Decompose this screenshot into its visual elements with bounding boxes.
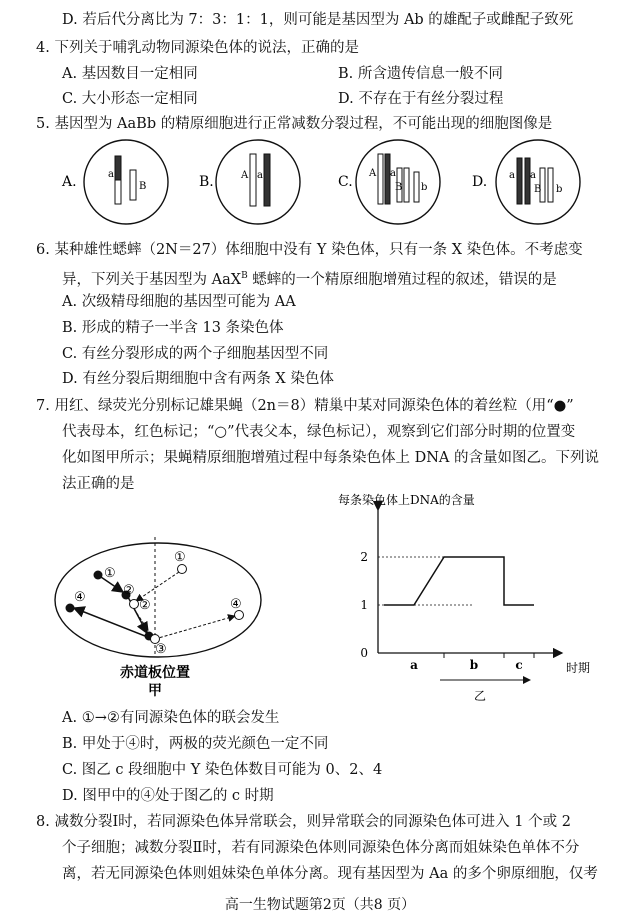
q5-cell-b	[216, 140, 300, 224]
q7-option-d: D. 图甲中的④处于图乙的 c 时期	[62, 788, 274, 804]
q5-gene-letter: A	[369, 168, 377, 179]
q5-label-c: C.	[338, 174, 353, 190]
chart-series-line	[384, 557, 534, 605]
q5-gene-letter: b	[421, 182, 428, 193]
q7-stem-line3: 化如图甲所示；果蝇精原细胞增殖过程中每条染色体上 DNA 的含量如图乙。下列说	[62, 450, 599, 466]
q7-option-a: A. ①→②有同源染色体的联会发生	[62, 710, 280, 726]
q5-gene-letter: a	[530, 170, 536, 181]
chart-title: 每条染色体上DNA的含量	[338, 493, 475, 507]
q5-chromosome	[378, 154, 383, 204]
chart-x-segment-label: a	[410, 658, 418, 672]
q5-gene-letter: B	[139, 181, 147, 192]
q6-option-d: D. 有丝分裂后期细胞中含有两条 X 染色体	[62, 371, 334, 387]
q6-stem-line2	[62, 266, 557, 290]
chart-y-tick-label: 2	[360, 550, 368, 564]
chart-name: 乙	[473, 689, 487, 703]
q7-stem-line4: 法正确的是	[62, 476, 135, 492]
q7-marker: ④	[230, 597, 242, 612]
q5-chromosome	[250, 154, 256, 206]
q7-maternal-dot	[94, 571, 103, 580]
q5-gene-letter: a	[509, 170, 515, 181]
q5-label-a: A.	[62, 174, 77, 190]
q7-stem-line1: 7. 用红、绿荧光分别标记雄果蝇（2n＝8）精巢中某对同源染色体的着丝粒（用“●”	[36, 398, 574, 414]
q6-stem-line2-rest: 蟋蟀的一个精原细胞增殖过程的叙述，错误的是	[247, 271, 557, 288]
q8-line3: 离，若无同源染色体则姐妹染色单体分离。现有基因型为 Aa 的多个卵原细胞，仅考	[62, 866, 598, 882]
chart-y-tick-label: 1	[360, 598, 368, 612]
q5-label-d: D.	[472, 174, 488, 190]
q7-figure-yi-chart	[330, 490, 590, 705]
q8-line1: 8. 减数分裂Ⅰ时，若同源染色体异常联会，则异常联会的同源染色体可进入 1 个或 2	[36, 814, 571, 830]
q5-cell-figures	[0, 134, 640, 234]
q7-paternal-dot	[130, 600, 139, 609]
q7-marker: ③	[155, 642, 167, 657]
q7-marker: ①	[104, 566, 116, 581]
q6-stem-line1: 6. 某种雄性蟋蟀（2N＝27）体细胞中没有 Y 染色体，只有一条 X 染色体。不考虑变	[36, 242, 583, 258]
q5-label-b: B.	[199, 174, 214, 190]
q5-gene-letter: a	[390, 168, 396, 179]
q6-option-a: A. 次级精母细胞的基因型可能为 AA	[62, 294, 296, 310]
q7-figure-jia	[48, 505, 298, 705]
q5-chromosome	[525, 158, 530, 204]
q5-chromosome	[130, 170, 136, 200]
q7-option-b: B. 甲处于④时，两极的荧光颜色一定不同	[62, 736, 329, 752]
chart-y-tick-label: 0	[360, 646, 368, 660]
q3-option-d: D. 若后代分离比为 7：3：1：1，则可能是基因型为 Ab 的雄配子或雌配子致死	[62, 12, 574, 28]
q4-option-d: D. 不存在于有丝分裂过程	[338, 91, 504, 107]
q6-option-c: C. 有丝分裂形成的两个子细胞基因型不同	[62, 346, 329, 362]
q6-option-b: B. 形成的精子一半含 13 条染色体	[62, 320, 284, 336]
q5-stem: 5. 基因型为 AaBb 的精原细胞进行正常减数分裂过程，不可能出现的细胞图像是	[36, 116, 553, 132]
chart-x-segment-label: b	[469, 658, 479, 672]
q5-gene-letter: B	[395, 182, 403, 193]
q5-gene-letter: a	[257, 170, 263, 181]
q4-stem: 4. 下列关于哺乳动物同源染色体的说法，正确的是	[36, 40, 359, 56]
q7-jia-caption: 赤道板位置	[120, 665, 190, 681]
q7-option-c: C. 图乙 c 段细胞中 Y 染色体数目可能为 0、2、4	[62, 762, 383, 778]
q7-paternal-dot	[178, 565, 187, 574]
q5-chromosome	[517, 158, 522, 204]
page-footer: 高一生物试题第2页（共8 页）	[224, 897, 416, 913]
q4-option-b: B. 所含遗传信息一般不同	[338, 66, 503, 82]
q7-marker: ②	[123, 583, 135, 598]
q5-chromosome	[115, 180, 121, 204]
q5-gene-letter: a	[108, 169, 114, 180]
q5-chromosome	[404, 168, 409, 202]
q5-gene-letter: b	[556, 184, 563, 195]
q6-stem-line2-text: 异，下列关于基因型为 AaX	[62, 271, 242, 288]
q6-stem-superscript: B	[241, 271, 248, 281]
q7-marker: ①	[174, 550, 186, 565]
q7-jia-name: 甲	[148, 683, 162, 699]
q5-chromosome	[264, 154, 270, 206]
q5-gene-letter: A	[241, 170, 249, 181]
q5-chromosome	[548, 168, 553, 202]
q4-option-c: C. 大小形态一定相同	[62, 91, 198, 107]
chart-x-segment-label: c	[515, 658, 523, 672]
q7-stem-line2: 代表母本，红色标记；“○”代表父本，绿色标记），观察到它们部分时期的位置变	[62, 424, 576, 440]
q5-gene-letter: B	[534, 184, 542, 195]
q5-chromosome	[414, 172, 419, 202]
q8-line2: 个子细胞；减数分裂Ⅱ时，若有同源染色体则同源染色体分离而姐妹染色单体不分	[62, 840, 580, 856]
q7-arrow-dashed	[136, 572, 179, 601]
q5-chromosome	[385, 154, 390, 204]
q5-cell-d	[496, 140, 580, 224]
q7-arrow-solid	[74, 608, 145, 636]
q7-marker: ④	[74, 590, 86, 605]
chart-x-label: 时期	[566, 661, 590, 675]
q7-marker: ②	[139, 598, 151, 613]
q4-option-a: A. 基因数目一定相同	[62, 66, 198, 82]
q7-arrow-dashed	[155, 616, 235, 639]
q5-cell-a	[84, 140, 168, 224]
